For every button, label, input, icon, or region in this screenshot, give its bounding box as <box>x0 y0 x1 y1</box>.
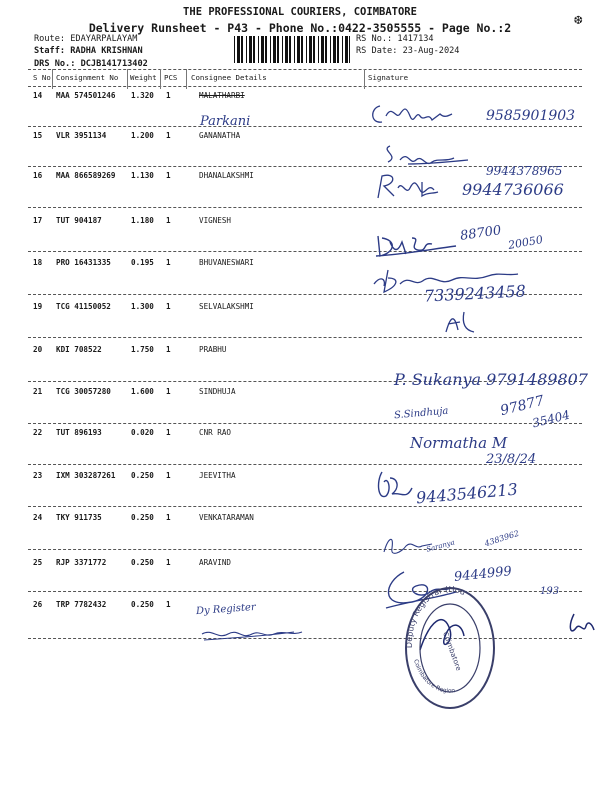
row-pcs: 1 <box>166 171 171 180</box>
column-header-signature: Signature <box>368 73 409 82</box>
row-consignment-number: TUT 904187 <box>56 216 102 225</box>
stamp-text-top: Deputy Registrar (Hou <box>404 584 467 649</box>
row-consignment-number: TKY 911735 <box>56 513 102 522</box>
row-weight: 1.200 <box>131 131 154 140</box>
staff-label: Staff: RADHA KRISHNAN <box>34 46 143 56</box>
row-pcs: 1 <box>166 600 171 609</box>
handwritten-number: 97877 <box>498 392 546 420</box>
row-serial-number: 26 <box>33 600 43 609</box>
handwritten-date: 23/8/24 <box>486 452 537 467</box>
column-divider <box>52 69 53 89</box>
column-header-weight: Weight <box>130 73 157 82</box>
row-pcs: 1 <box>166 387 171 396</box>
row-consignment-number: PRO 16431335 <box>56 258 111 267</box>
handwritten-phone: 9444999 <box>453 564 513 585</box>
row-pcs: 1 <box>166 345 171 354</box>
row-weight: 1.130 <box>131 171 154 180</box>
row-consignment-number: TCG 30057280 <box>56 387 111 396</box>
row-weight: 0.250 <box>131 513 154 522</box>
row-consignment-number: MAA 574501246 <box>56 91 116 100</box>
row-weight: 1.600 <box>131 387 154 396</box>
row-consignee-name: SELVALAKSHMI <box>199 302 254 311</box>
official-stamp <box>400 582 498 712</box>
row-serial-number: 24 <box>33 513 43 522</box>
row-consignment-number: IXM 303287261 <box>56 471 116 480</box>
row-consignment-number: RJP 3371772 <box>56 558 107 567</box>
stamp-text-middle: Coimbatore <box>441 630 463 672</box>
drs-label: DRS No.: DCJB141713402 <box>34 59 148 69</box>
row-consignee-name: VENKATARAMAN <box>199 513 254 522</box>
handwritten-name: Parkani <box>200 114 251 129</box>
signature-scribble <box>372 468 422 504</box>
signature-scribble <box>378 140 488 174</box>
row-consignment-number: MAA 866589269 <box>56 171 116 180</box>
row-weight: 0.250 <box>131 471 154 480</box>
row-pcs: 1 <box>166 558 171 567</box>
row-separator <box>28 207 582 208</box>
column-divider <box>364 69 365 89</box>
column-divider <box>160 69 161 89</box>
row-weight: 1.750 <box>131 345 154 354</box>
handwritten-phone: 9443546213 <box>415 479 519 508</box>
row-consignment-number: VLR 3951134 <box>56 131 107 140</box>
row-serial-number: 22 <box>33 428 43 437</box>
column-header-pcs: PCS <box>164 73 178 82</box>
handwritten-scribble <box>196 618 336 644</box>
row-separator <box>28 591 582 592</box>
handwritten-phone: 9585901903 <box>486 108 576 124</box>
row-consignee-name: GANANATHA <box>199 131 241 140</box>
signature-scribble <box>440 306 480 336</box>
column-header-consignment: Consignment No <box>56 73 119 82</box>
row-separator <box>28 549 582 550</box>
handwritten-number: 4383962 <box>483 528 521 549</box>
handwritten-number: 35404 <box>530 407 572 431</box>
row-consignee-name: BHUVANESWARI <box>199 258 254 267</box>
row-separator <box>28 337 582 338</box>
row-serial-number: 21 <box>33 387 43 396</box>
row-serial-number: 14 <box>33 91 43 100</box>
stamp-text-bottom: Coimbatore Region <box>412 658 456 695</box>
row-serial-number: 19 <box>33 302 43 311</box>
row-pcs: 1 <box>166 302 171 311</box>
row-consignee-name: ARAVIND <box>199 558 232 567</box>
signature-scribble <box>366 98 496 132</box>
handwritten-phone: 9944378965 <box>486 164 563 178</box>
row-pcs: 1 <box>166 428 171 437</box>
company-name: THE PROFESSIONAL COURIERS, COIMBATORE <box>183 6 417 18</box>
barcode <box>234 36 350 63</box>
row-weight: 1.320 <box>131 91 154 100</box>
column-divider <box>127 69 128 89</box>
handwritten-note: Dy Register <box>195 601 257 618</box>
handwritten-number: 88700 <box>459 223 503 244</box>
row-consignee-name: PRABHU <box>199 345 227 354</box>
row-separator <box>28 251 582 252</box>
row-weight: 1.300 <box>131 302 154 311</box>
handwritten-phone: 7339243458 <box>423 281 527 306</box>
row-consignment-number: TUT 896193 <box>56 428 102 437</box>
row-weight: 1.180 <box>131 216 154 225</box>
handwritten-name: Saranya <box>425 538 456 554</box>
row-consignment-number: KDI 708522 <box>56 345 102 354</box>
row-consignee-name: JEEVITHA <box>199 471 236 480</box>
row-consignee-name: CNR RAO <box>199 428 232 437</box>
row-separator <box>28 423 582 424</box>
svg-text:Deputy Registrar (Hou <box>405 585 467 648</box>
signature-scribble <box>372 170 472 204</box>
row-weight: 0.020 <box>131 428 154 437</box>
row-serial-number: 20 <box>33 345 43 354</box>
row-consignee-name: VIGNESH <box>199 216 232 225</box>
rs-number: RS No.: 1417134 <box>356 34 434 44</box>
runsheet-subtitle: Delivery Runsheet - P43 - Phone No.:0422-3505555 - Page No.:2 <box>88 21 512 35</box>
row-separator <box>28 506 582 507</box>
row-consignee-name: DHANALAKSHMI <box>199 171 254 180</box>
row-separator <box>28 126 582 127</box>
header-top-rule <box>28 69 582 70</box>
handwritten-name-phone: P. Sukanya 9791489807 <box>394 370 588 389</box>
header-bottom-rule <box>28 86 582 87</box>
row-weight: 0.250 <box>131 600 154 609</box>
signature-scribble <box>378 530 438 560</box>
row-weight: 0.195 <box>131 258 154 267</box>
row-consignee-name: MALATHARBI <box>199 91 245 100</box>
row-pcs: 1 <box>166 91 171 100</box>
route-label: Route: EDAYARPALAYAM <box>34 34 138 44</box>
row-serial-number: 16 <box>33 171 43 180</box>
signature-scribble <box>370 266 530 296</box>
row-serial-number: 25 <box>33 558 43 567</box>
column-header-sno: S No <box>33 73 51 82</box>
row-consignment-number: TRP 7782432 <box>56 600 107 609</box>
row-weight: 0.250 <box>131 558 154 567</box>
row-pcs: 1 <box>166 258 171 267</box>
row-serial-number: 23 <box>33 471 43 480</box>
row-serial-number: 18 <box>33 258 43 267</box>
row-consignment-number: TCG 41150052 <box>56 302 111 311</box>
handwritten-phone: 9944736066 <box>462 180 564 199</box>
handwritten-number: 193 <box>540 586 560 597</box>
row-pcs: 1 <box>166 513 171 522</box>
column-divider <box>186 69 187 89</box>
column-header-consignee: Consignee Details <box>191 73 267 82</box>
handwritten-name: S.Sindhuja <box>393 405 449 422</box>
row-serial-number: 15 <box>33 131 43 140</box>
row-pcs: 1 <box>166 216 171 225</box>
row-pcs: 1 <box>166 131 171 140</box>
row-pcs: 1 <box>166 471 171 480</box>
row-serial-number: 17 <box>33 216 43 225</box>
corner-mark: ❆ <box>574 12 583 28</box>
handwritten-number: 20050 <box>507 233 544 252</box>
signature-scribble <box>372 230 462 260</box>
rs-date: RS Date: 23-Aug-2024 <box>356 46 460 56</box>
row-consignee-name: SINDHUJA <box>199 387 236 396</box>
handwritten-name: Normatha M <box>410 434 508 452</box>
